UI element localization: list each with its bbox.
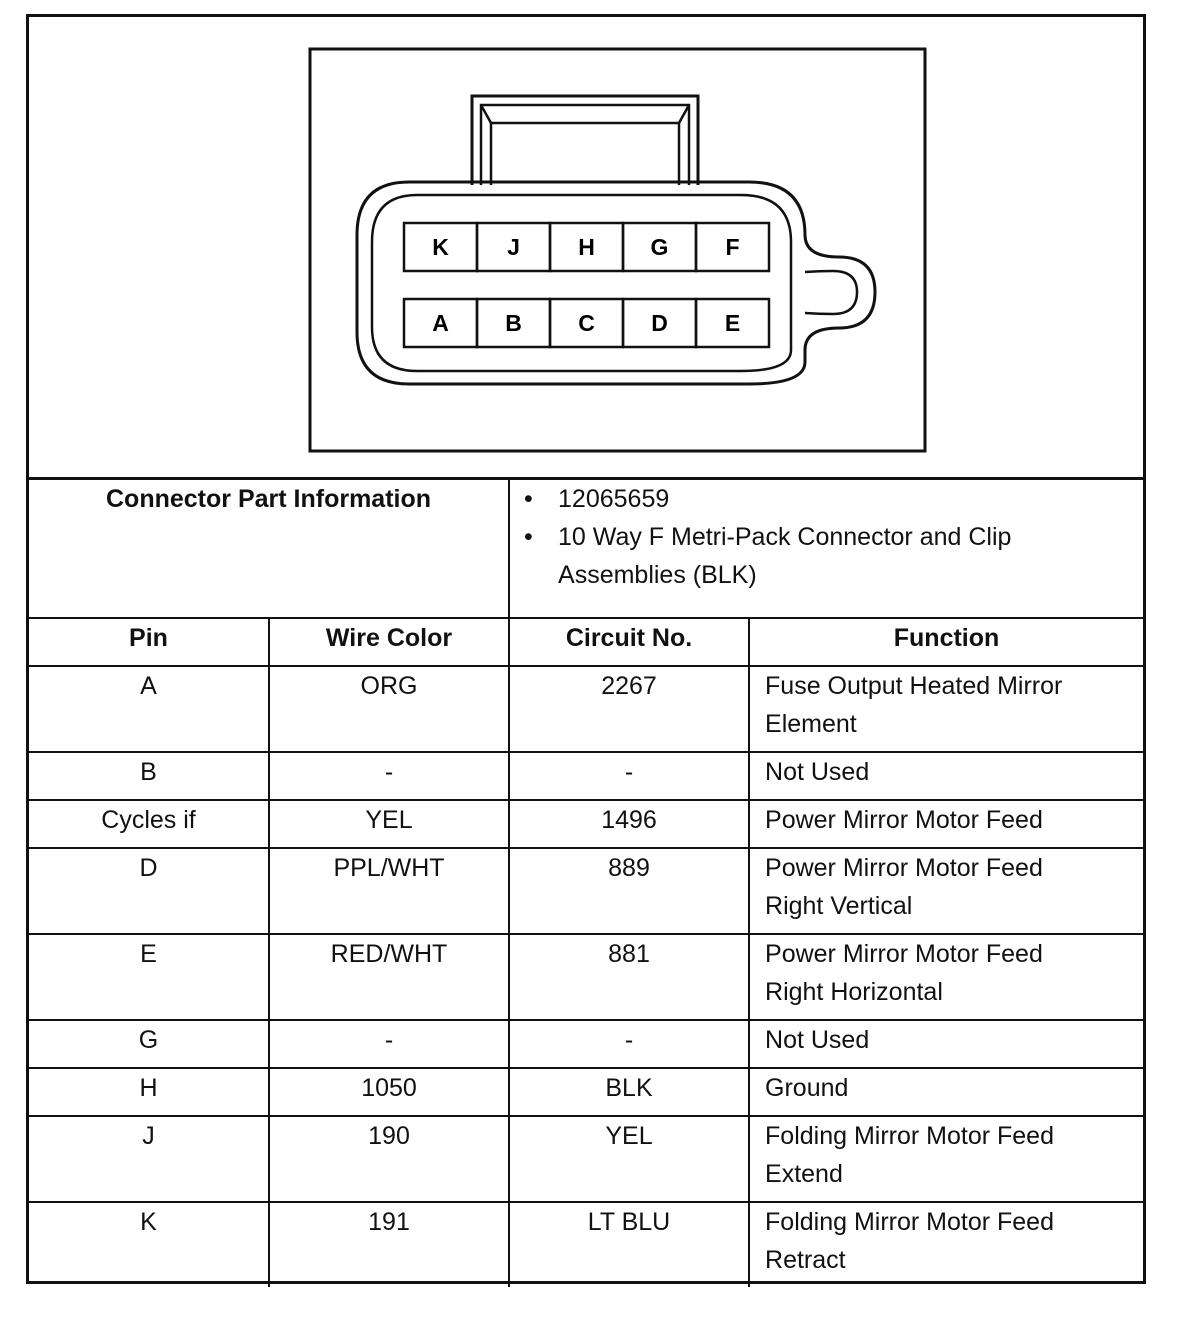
connector-face-diagram [29, 17, 1143, 477]
header-circuit-no: Circuit No. [509, 618, 749, 666]
diagram-border [310, 49, 925, 451]
pin-label-b: B [505, 310, 522, 336]
pin-cell-c [550, 299, 623, 347]
circuit-cell: LT BLU [509, 1202, 749, 1287]
circuit-cell: 2267 [509, 666, 749, 752]
table-row [29, 1020, 1143, 1068]
function-cell: Ground [749, 1068, 1143, 1116]
pin-label-k: K [432, 234, 449, 260]
table-row [29, 1202, 1143, 1287]
header-pin: Pin [29, 618, 269, 666]
pin-label-a: A [432, 310, 449, 336]
function-cell: Not Used [749, 1020, 1143, 1068]
circuit-cell: YEL [509, 1116, 749, 1202]
locking-tab [472, 96, 698, 185]
wire-color-cell: 190 [269, 1116, 509, 1202]
table-row [29, 1068, 1143, 1116]
pin-cell: J [29, 1116, 269, 1202]
pin-cell-f [696, 223, 769, 271]
pin-cell: Cycles if [29, 800, 269, 848]
pin-cell-d [623, 299, 696, 347]
pinout-table [29, 478, 1143, 1287]
part-info-row [29, 478, 1143, 618]
wire-color-cell: ORG [269, 666, 509, 752]
top-pin-row [404, 223, 769, 271]
wire-color-cell: RED/WHT [269, 934, 509, 1020]
part-number: • 12065659 [524, 480, 1143, 518]
connector-body-outline [357, 182, 875, 384]
pin-cell-e [696, 299, 769, 347]
pin-cell-g [623, 223, 696, 271]
pin-label-j: J [507, 234, 520, 260]
pin-cell-j [477, 223, 550, 271]
pin-cell: G [29, 1020, 269, 1068]
table-row [29, 1116, 1143, 1202]
table-row [29, 848, 1143, 934]
pin-label-g: G [650, 234, 669, 260]
pin-label-d: D [651, 310, 668, 336]
pin-label-e: E [724, 310, 741, 336]
function-cell: Power Mirror Motor Feed Right Vertical [749, 848, 1143, 934]
table-row [29, 666, 1143, 752]
table-row [29, 752, 1143, 800]
function-cell: Fuse Output Heated Mirror Element [749, 666, 1143, 752]
function-cell: Not Used [749, 752, 1143, 800]
wire-color-cell: - [269, 752, 509, 800]
pin-cell-b [477, 299, 550, 347]
function-cell: Folding Mirror Motor Feed Retract [749, 1202, 1143, 1287]
connector-ear [805, 271, 857, 314]
pin-cell: D [29, 848, 269, 934]
wire-color-cell: PPL/WHT [269, 848, 509, 934]
pin-cell: A [29, 666, 269, 752]
circuit-cell: BLK [509, 1068, 749, 1116]
circuit-cell: - [509, 752, 749, 800]
circuit-cell: - [509, 1020, 749, 1068]
part-info-label: Connector Part Information [29, 478, 509, 618]
connector-body-inner [372, 195, 791, 371]
part-info-list [509, 478, 1143, 618]
pin-cell: E [29, 934, 269, 1020]
pin-cell-h [550, 223, 623, 271]
header-wire-color: Wire Color [269, 618, 509, 666]
pin-cell: B [29, 752, 269, 800]
bottom-pin-row [404, 299, 769, 347]
header-function: Function [749, 618, 1143, 666]
pin-label-f: F [725, 234, 740, 260]
wire-color-cell: 1050 [269, 1068, 509, 1116]
connector-diagram-area [29, 17, 1143, 480]
pin-label-c: C [578, 310, 595, 336]
circuit-cell: 881 [509, 934, 749, 1020]
circuit-cell: 1496 [509, 800, 749, 848]
wire-color-cell: YEL [269, 800, 509, 848]
circuit-cell: 889 [509, 848, 749, 934]
connector-sheet [26, 14, 1146, 1284]
pin-cell: H [29, 1068, 269, 1116]
pin-cell: K [29, 1202, 269, 1287]
wire-color-cell: 191 [269, 1202, 509, 1287]
part-description: • 10 Way F Metri-Pack Connector and Clip Assemblies (BLK) [524, 518, 1143, 594]
wire-color-cell: - [269, 1020, 509, 1068]
function-cell: Power Mirror Motor Feed Right Horizontal [749, 934, 1143, 1020]
table-row [29, 800, 1143, 848]
pin-cell-k [404, 223, 477, 271]
table-row [29, 934, 1143, 1020]
function-cell: Folding Mirror Motor Feed Extend [749, 1116, 1143, 1202]
header-row [29, 618, 1143, 666]
pin-cell-a [404, 299, 477, 347]
function-cell: Power Mirror Motor Feed [749, 800, 1143, 848]
pin-label-h: H [578, 234, 595, 260]
